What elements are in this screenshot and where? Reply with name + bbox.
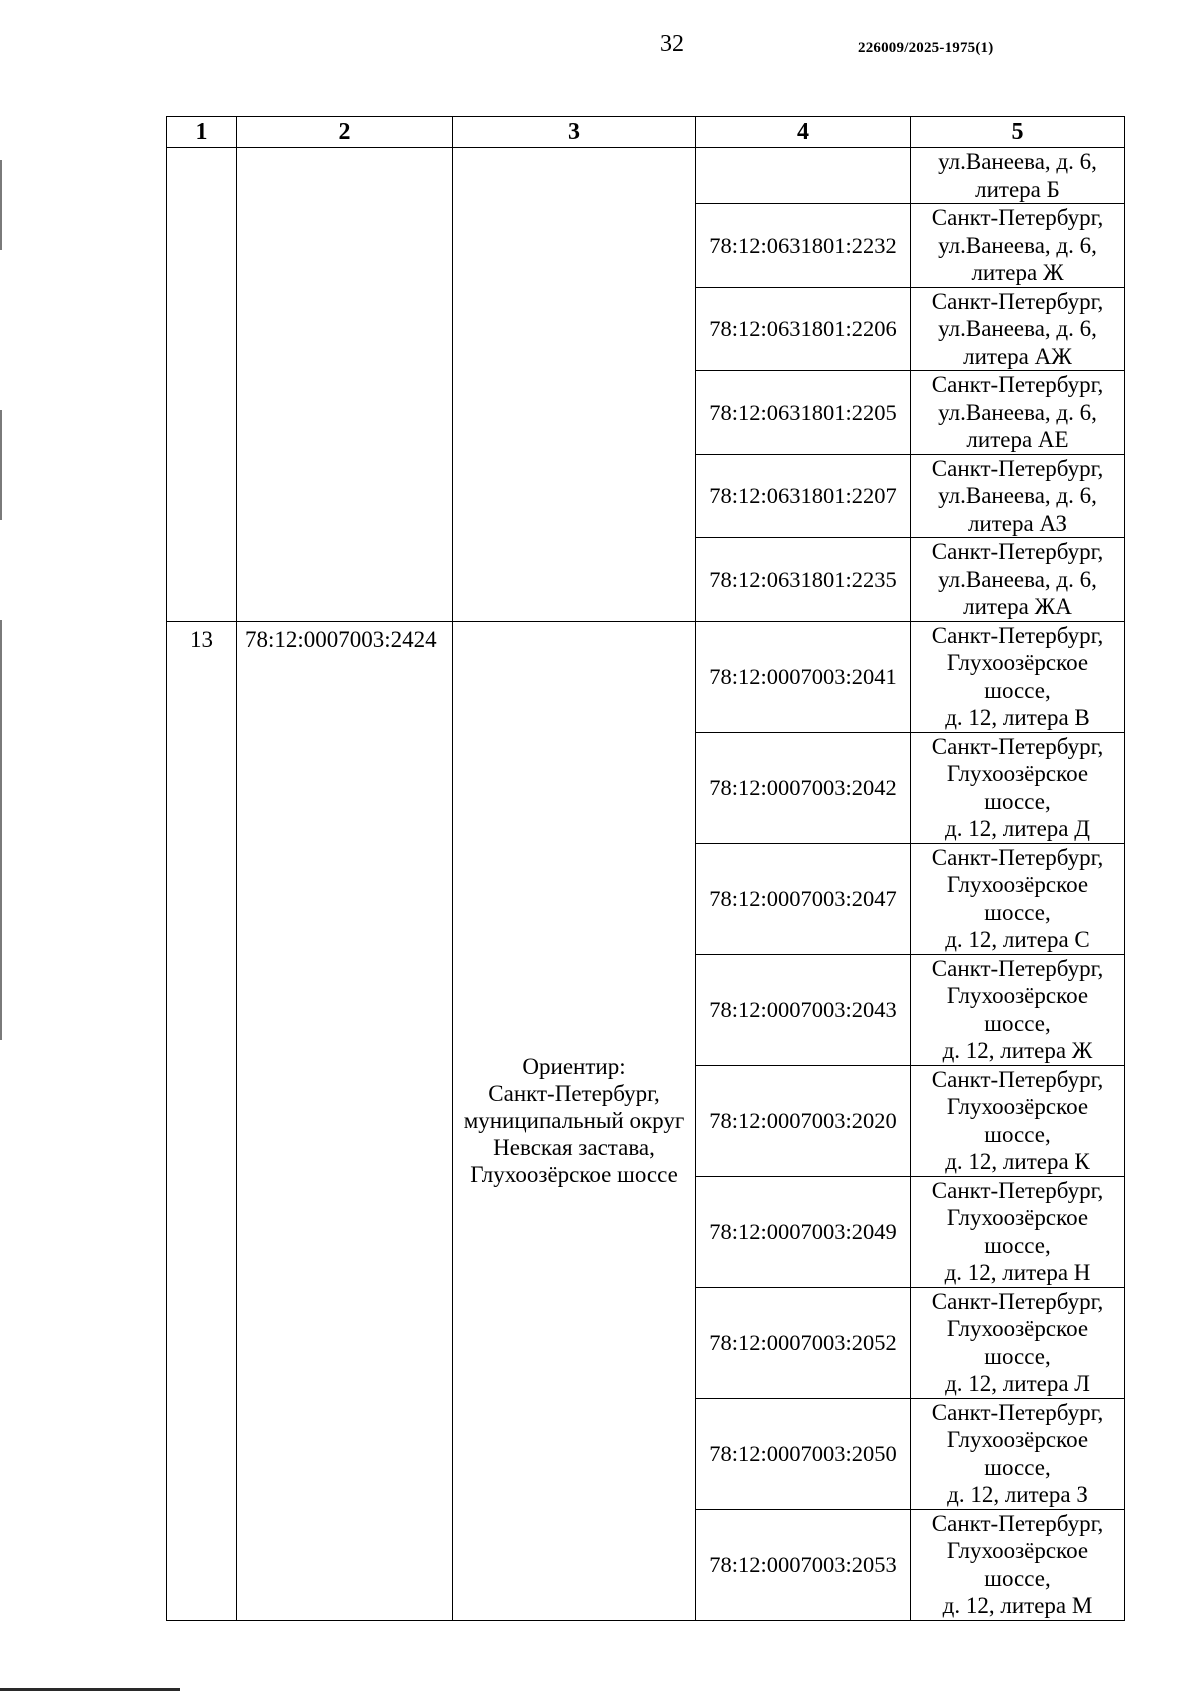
address-line: Санкт-Петербург,: [931, 1399, 1104, 1425]
address-line: шоссе,: [984, 1565, 1051, 1591]
cadastral-number-cell: 78:12:0007003:2052: [696, 1287, 911, 1398]
address-cell: [911, 204, 1125, 288]
address-cell: [911, 1176, 1125, 1287]
address-cell: [911, 371, 1125, 455]
address-line: шоссе,: [984, 899, 1051, 925]
cadastral-number-cell: 78:12:0007003:2047: [696, 843, 911, 954]
address-line: шоссе,: [984, 1454, 1051, 1480]
address-line: Санкт-Петербург,: [931, 622, 1104, 648]
cadastral-main-cell: [237, 148, 453, 622]
landmark-cell: [453, 148, 696, 622]
address-line: д. 12, литера З: [947, 1482, 1088, 1507]
cadastral-number-cell: 78:12:0631801:2206: [696, 287, 911, 371]
address-line: Глухоозёрское: [946, 872, 1089, 897]
landmark-line: Санкт-Петербург,: [488, 1081, 660, 1106]
cadastral-number-cell: 78:12:0631801:2205: [696, 371, 911, 455]
address-line: ул.Ванеева, д. 6,: [938, 316, 1097, 341]
address-cell: [911, 287, 1125, 371]
address-line: литера Ж: [971, 260, 1064, 285]
address-line: Санкт-Петербург,: [931, 955, 1104, 981]
cadastral-number-cell: 78:12:0007003:2050: [696, 1398, 911, 1509]
address-line: литера ЖА: [963, 594, 1072, 619]
address-line: Санкт-Петербург,: [931, 1177, 1104, 1203]
address-line: Глухоозёрское: [946, 1094, 1089, 1119]
column-header: 3: [453, 117, 696, 148]
cadastral-number-cell: 78:12:0007003:2049: [696, 1176, 911, 1287]
address-line: Санкт-Петербург,: [931, 1288, 1104, 1314]
landmark-line: Невская застава,: [493, 1135, 655, 1160]
cadastral-main-cell: 78:12:0007003:2424: [237, 621, 453, 1620]
address-line: Глухоозёрское: [946, 1316, 1089, 1341]
address-line: ул.Ванеева, д. 6,: [938, 232, 1097, 258]
address-line: д. 12, литера М: [942, 1593, 1093, 1618]
cadastral-number-cell: 78:12:0007003:2041: [696, 621, 911, 732]
address-line: литера АЖ: [963, 343, 1072, 369]
address-line: д. 12, литера В: [945, 705, 1090, 730]
table-header-row: [167, 117, 1125, 148]
address-line: литера АЕ: [966, 427, 1069, 452]
address-line: Санкт-Петербург,: [931, 733, 1104, 759]
landmark-line: Глухоозёрское шоссе: [470, 1162, 678, 1187]
document-number: 226009/2025-1975(1): [858, 40, 994, 56]
address-line: Санкт-Петербург,: [931, 372, 1104, 397]
address-line: ул.Ванеева, д. 6,: [938, 149, 1097, 174]
landmark-cell: [453, 621, 696, 1620]
row-number-cell: 13: [167, 621, 237, 1620]
address-cell: [911, 843, 1125, 954]
cadastral-number-cell: 78:12:0007003:2043: [696, 954, 911, 1065]
address-line: Глухоозёрское: [946, 983, 1089, 1008]
column-header: 1: [167, 117, 237, 148]
address-cell: [911, 1509, 1125, 1620]
address-cell: [911, 1398, 1125, 1509]
address-line: Глухоозёрское: [946, 650, 1089, 675]
address-line: д. 12, литера Ж: [942, 1038, 1093, 1063]
column-header: 4: [696, 117, 911, 148]
cadastral-number-cell: 78:12:0631801:2235: [696, 538, 911, 622]
address-line: д. 12, литера Л: [945, 1371, 1090, 1396]
address-line: Санкт-Петербург,: [931, 1510, 1104, 1536]
address-cell: [911, 454, 1125, 538]
address-cell: [911, 732, 1125, 843]
address-line: литера АЗ: [967, 510, 1068, 536]
address-line: Санкт-Петербург,: [931, 844, 1104, 870]
address-line: Глухоозёрское: [946, 761, 1089, 786]
page-number: 32: [660, 31, 684, 57]
address-cell: [911, 621, 1125, 732]
address-cell: [911, 538, 1125, 622]
landmark-line: Ориентир:: [522, 1054, 626, 1079]
table-row: [167, 148, 1125, 204]
registry-table: [166, 116, 1125, 1621]
address-line: Санкт-Петербург,: [931, 1066, 1104, 1092]
cadastral-number-cell: [696, 148, 911, 204]
table-row: [167, 621, 1125, 732]
address-line: ул.Ванеева, д. 6,: [938, 566, 1097, 592]
address-line: ул.Ванеева, д. 6,: [938, 483, 1097, 508]
address-line: литера Б: [975, 176, 1060, 202]
address-cell: [911, 1065, 1125, 1176]
cadastral-number-cell: 78:12:0007003:2020: [696, 1065, 911, 1176]
address-line: д. 12, литера Н: [944, 1260, 1091, 1285]
address-line: Санкт-Петербург,: [931, 288, 1104, 314]
address-line: шоссе,: [984, 1010, 1051, 1036]
address-line: Санкт-Петербург,: [931, 205, 1104, 230]
cadastral-number-cell: 78:12:0007003:2053: [696, 1509, 911, 1620]
address-line: Глухоозёрское: [946, 1427, 1089, 1452]
address-line: шоссе,: [984, 677, 1051, 703]
address-cell: [911, 1287, 1125, 1398]
address-line: шоссе,: [984, 1343, 1051, 1369]
column-header: 5: [911, 117, 1125, 148]
row-number-cell: [167, 148, 237, 622]
address-line: д. 12, литера Д: [945, 816, 1090, 841]
landmark-line: муниципальный округ: [463, 1108, 685, 1133]
scan-edge-mark: [0, 620, 2, 1040]
scan-edge-mark: [0, 1688, 180, 1691]
cadastral-number-cell: 78:12:0007003:2042: [696, 732, 911, 843]
cadastral-number-cell: 78:12:0631801:2207: [696, 454, 911, 538]
address-line: Глухоозёрское: [946, 1538, 1089, 1563]
scan-edge-mark: [0, 410, 2, 520]
address-line: шоссе,: [984, 1232, 1051, 1258]
address-cell: [911, 954, 1125, 1065]
address-line: Глухоозёрское: [946, 1205, 1089, 1230]
cadastral-number-cell: 78:12:0631801:2232: [696, 204, 911, 288]
column-header: 2: [237, 117, 453, 148]
scan-edge-mark: [0, 160, 2, 250]
address-line: Санкт-Петербург,: [931, 539, 1104, 564]
address-line: Санкт-Петербург,: [931, 455, 1104, 481]
address-line: шоссе,: [984, 788, 1051, 814]
address-line: д. 12, литера С: [945, 927, 1090, 952]
address-line: д. 12, литера К: [945, 1149, 1090, 1174]
address-line: шоссе,: [984, 1121, 1051, 1147]
address-line: ул.Ванеева, д. 6,: [938, 399, 1097, 425]
address-cell: [911, 148, 1125, 204]
